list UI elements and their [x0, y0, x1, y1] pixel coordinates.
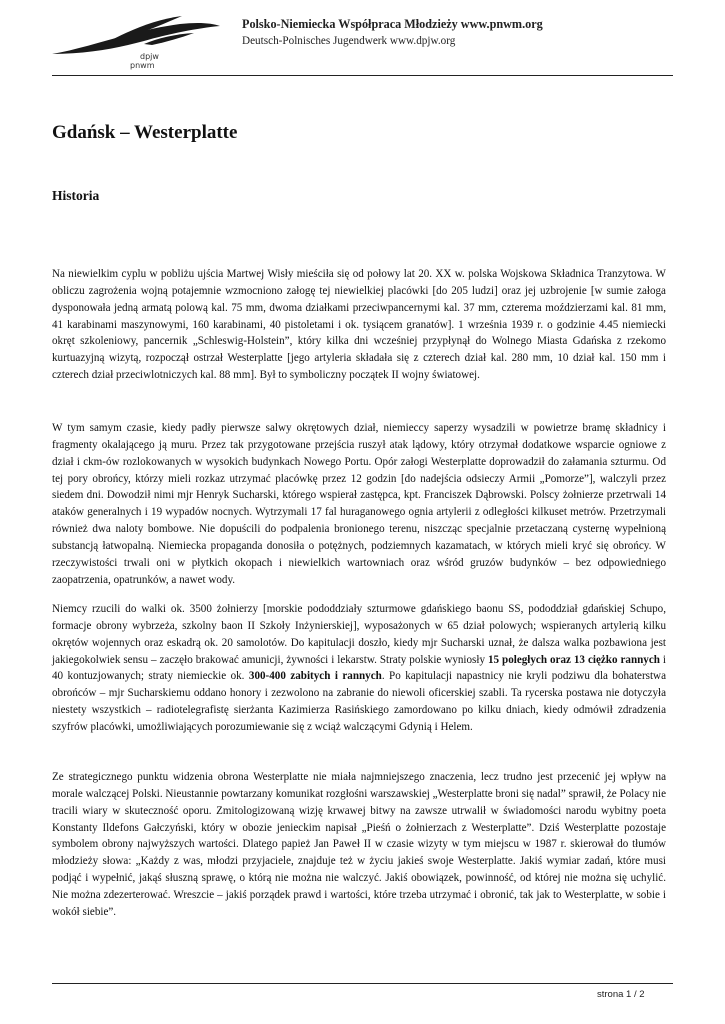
paragraph-3-bold-german-losses: 300-400 zabitych i rannych — [248, 670, 382, 683]
document-title: Gdańsk – Westerplatte — [52, 122, 238, 143]
paragraph-3-bold-polish-losses: 15 poległych oraz 13 ciężko rannych — [487, 653, 660, 666]
footer-divider — [52, 983, 673, 984]
header-subtitle: Deutsch-Polnisches Jugendwerk www.dpjw.org — [242, 35, 456, 47]
paragraph-2: W tym samym czasie, kiedy padły pierwsze salwy okrętowych dział, niemieccy saperzy wysadzili w powietrze bramę składnicy i fragmenty okalającego ją muru. Przez tak przygotowane przejścia ruszył atak lądowy, który otrzymał dodatkowe wsparcie ogniowe z dział i ckm-ów rozlokowanych w wysokich budynkach Nowego Portu. Opór załogi Westerplatte doprowadził do załamania szturmu. Od tej pory obrońcy, którzy mieli rozkaz utrzymać placówkę przez 12 godzin [do nadejścia odsieczy Armii „Pomorze”], walczyli przez siedem dni. Dowodził nimi mjr Henryk Sucharski, którego wspierał zastępca, kpt. Franciszek Dąbrowski. Polscy żołnierze przetrwali 14 ataków generalnych i 19 wypadów nocnych. Wytrzymali 17 fal huraganowego ognia artylerii z odległości kilkuset metrów. Przetrzymali również dwa naloty bombowe. Nie dopuścili do podpalenia bronionego terenu, niszcząc specjalnie przetaczaną cysternę wypełnioną substancją łatwopalną. Niemiecka propaganda donosiła o potężnych, podziemnych kazamatach, w których mieli kryć się obrońcy. W rzeczywistości trwali oni w płytkich okopach i niewielkich wartowniach oraz wśród gruzów budynków – bez odpowiedniego zaopatrzenia, opatrunków, a nawet wody. — [52, 422, 666, 586]
organization-logo — [48, 14, 223, 72]
paragraph-1: Na niewielkim cyplu w pobliżu ujścia Martwej Wisły mieściła się od połowy lat 20. XX w. polska Wojskowa Składnica Tranzytowa. W obliczu zagrożenia wojną potajemnie wzmocniono załogę tej niewielkiej placówki [do 205 ludzi] oraz jej uzbrojenie [w sumie załoga dysponowała jedną armatą polową kal. 75 mm, dwoma działkami przeciwpancernymi kal. 37 mm, czterema moździerzami kal. 81 mm, 41 karabinami maszynowymi, 160 karabinami, 40 pistoletami i ok. tysiącem granatów]. 1 września 1939 r. o godzinie 4.45 niemiecki okręt szkoleniowy, pancernik „Schleswig-Holstein”, który kilka dni wcześniej przypłynął do Wolnego Miasta Gdańska z rzekomo kurtuazyjną wizytą, rozpoczął ostrzał Westerplatte [jego artyleria składała się z czterech dział kal. 280 mm, 10 dział kal. 150 mm i czterech dział przeciwlotniczych kal. 88 mm]. Był to symboliczny początek II wojny światowej. — [52, 268, 666, 382]
logo-text-pnwm: pnwm — [130, 61, 155, 70]
page-number: strona 1 / 2 — [597, 989, 645, 1000]
section-heading: Historia — [52, 188, 100, 203]
header-title: Polsko-Niemiecka Współpraca Młodzieży www.pnwm.org — [242, 17, 543, 31]
paragraph-3 — [52, 601, 666, 736]
paragraph-3-text-c: . Po kapitulacji napastnicy nie kryli podziwu dla bohaterstwa obrońców – mjr Sucharskiemu oddano honory i zezwolono na zabranie do niewoli oficerskiej szabli. Ta rycerska postawa nie dotyczyła niestety wszystkich – radiotelegrafistę sierżanta Kazimierza Rasińskiego zamordowano po kilku dniach, kiedy odmówił zdradzenia szyfrów placówki, umożliwiających porozumiewanie się z wciąż walczącymi Gdynią i Helem. — [52, 670, 666, 733]
paragraph-3-text-b: i 40 kontuzjowanych; straty niemieckie ok. — [52, 653, 666, 683]
paragraph-4: Ze strategicznego punktu widzenia obrona Westerplatte nie miała najmniejszego znaczenia, lecz trudno jest przecenić jej wpływ na morale walczącej Polski. Nieustannie powtarzany komunikat rozgłośni warszawskiej „Westerplatte broni się nadal” sprawił, że Polacy nie tracili wiary w skuteczność oporu. Zmitologizowaną wizję krwawej bitwy na zawsze utrwalił w świadomości narodu wybitny poeta Konstanty Ildefons Gałczyński, który w obozie jenieckim napisał „Pieśń o żołnierzach z Westerplatte”. Dziś Westerplatte pozostaje symbolem obrony najwyższych wartości. Dlatego papież Jan Paweł II w czasie wizyty w tym miejscu w 1987 r. skierował do tłumów młodzieży słowa: „Każdy z was, młodzi przyjaciele, znajduje też w życiu jakieś swoje Westerplatte. Jakiś wymiar zadań, które musi podjąć i wypełnić, jakąś słuszną sprawę, o którą nie można nie walczyć. Jakiś obowiązek, powinność, od której nie można się uchylić. Nie można zdezerterować. Wreszcie – jakiś porządek prawd i wartości, które trzeba utrzymać i obronić, tak jak to Westerplatte, w sobie i wokół siebie”. — [52, 771, 666, 918]
logo-text-dpjw: dpjw — [140, 52, 159, 61]
dove-wing-logo-icon — [48, 14, 223, 60]
header-divider — [52, 75, 673, 76]
paragraph-3-text-a: Niemcy rzucili do walki ok. 3500 żołnierzy [morskie pododdziały szturmowe gdańskiego baonu SS, pododdział gdańskiej Schupo, formacje obrony wybrzeża, szkolny baon II Szkoły Inżynierskiej], wyposażonych w 65 dział polowych; wspieranych artylerią kilku okrętów wojennych oraz eskadrą ok. 20 samolotów. Do kapitulacji doszło, kiedy mjr Sucharski uznał, że dalsza walka pozbawiona jest jakiegokolwiek sensu – zaczęło brakować amunicji, żywności i lekarstw. Straty polskie wyniosły — [52, 603, 666, 666]
